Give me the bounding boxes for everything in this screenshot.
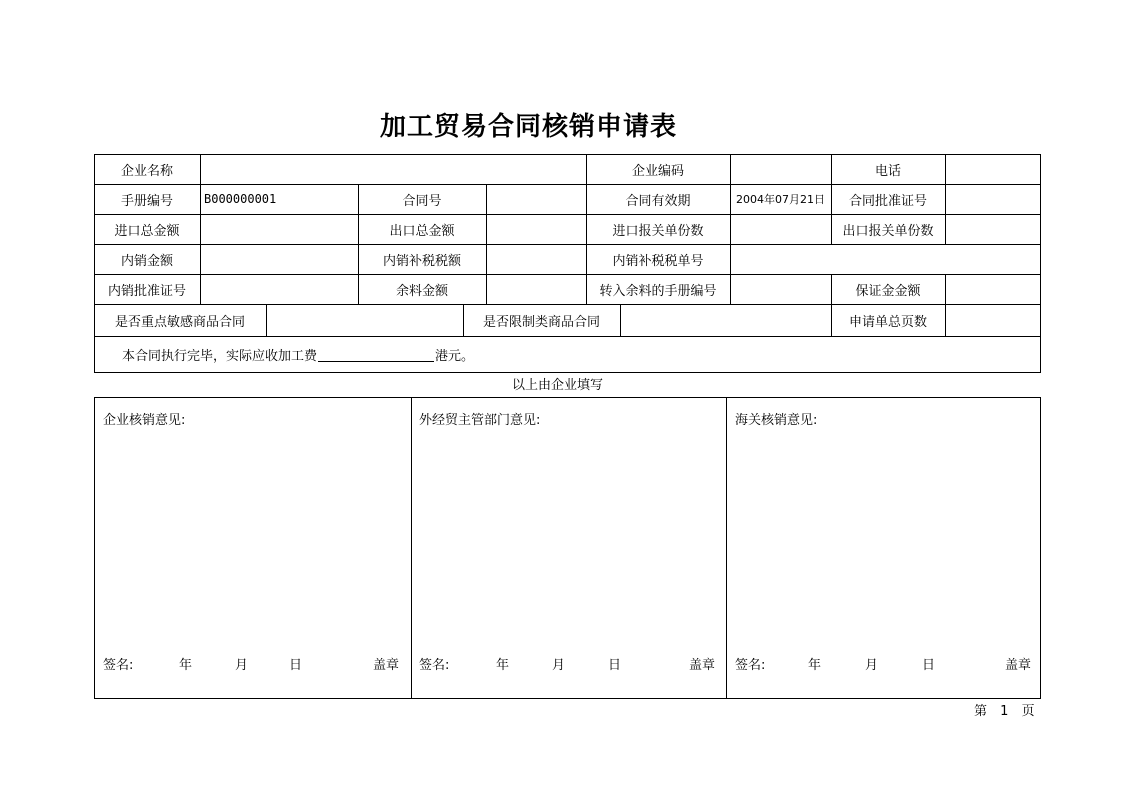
restricted-goods-field[interactable] [620, 304, 831, 336]
trade-dept-seal-label: 盖章 [689, 658, 716, 673]
surplus-manual-field[interactable] [730, 274, 831, 304]
customs-year-label: 年 [808, 658, 822, 673]
domestic-tax-field[interactable] [486, 244, 586, 274]
domestic-tax-label: 内销补税税额 [382, 253, 461, 269]
deposit-label: 保证金金额 [855, 283, 921, 299]
trade-dept-year-label: 年 [496, 658, 510, 673]
trade-dept-sign-label: 签名: [419, 658, 450, 673]
customs-sign-label: 签名: [735, 658, 766, 673]
export-decl-count-label: 出口报关单份数 [842, 223, 934, 239]
trade-dept-month-label: 月 [552, 658, 566, 673]
company-sign-label: 签名: [103, 658, 134, 673]
company-year-label: 年 [179, 658, 193, 673]
validity-label: 合同有效期 [625, 193, 691, 209]
restricted-goods-label: 是否限制类商品合同 [482, 314, 600, 330]
domestic-amount-field[interactable] [200, 244, 358, 274]
total-pages-field[interactable] [945, 304, 1041, 336]
domestic-tax-no-field[interactable] [730, 244, 1041, 274]
customs-opinion-heading: 海关核销意见: [735, 413, 818, 428]
processing-fee-blank[interactable] [318, 347, 434, 362]
domestic-permit-field[interactable] [200, 274, 358, 304]
export-total-field[interactable] [486, 214, 586, 244]
company-code-label: 企业编码 [631, 163, 684, 179]
processing-fee-text-before: 本合同执行完毕，实际应收加工费 [122, 349, 318, 364]
export-total-label: 出口总金额 [389, 223, 455, 239]
contract-no-label: 合同号 [402, 193, 442, 209]
manual-no-label: 手册编号 [120, 193, 173, 209]
surplus-manual-label: 转入余料的手册编号 [599, 283, 717, 299]
company-seal-label: 盖章 [373, 658, 400, 673]
import-total-field[interactable] [200, 214, 358, 244]
manual-no-field[interactable]: B000000001 [204, 192, 277, 206]
import-total-label: 进口总金额 [114, 223, 180, 239]
sensitive-goods-label: 是否重点敏感商品合同 [114, 314, 245, 330]
contract-no-field[interactable] [486, 184, 586, 214]
processing-fee-text-after: 港元。 [435, 349, 475, 364]
customs-day-label: 日 [922, 658, 936, 673]
processing-fee-statement [94, 336, 1022, 373]
deposit-field[interactable] [945, 274, 1041, 304]
approval-no-field[interactable] [945, 184, 1041, 214]
company-opinion-area[interactable] [98, 430, 406, 645]
domestic-permit-label: 内销批准证号 [107, 283, 186, 299]
page-suffix: 页 [1021, 704, 1035, 719]
domestic-tax-no-label: 内销补税税单号 [612, 253, 704, 269]
filled-by-company-note: 以上由企业填写 [512, 378, 604, 393]
form-title: 加工贸易合同核销申请表 [380, 112, 678, 142]
page-number [974, 700, 1035, 719]
customs-opinion-area[interactable] [730, 430, 1036, 645]
total-pages-label: 申请单总页数 [848, 314, 927, 330]
company-month-label: 月 [235, 658, 249, 673]
domestic-amount-label: 内销金额 [120, 253, 173, 269]
surplus-amount-field[interactable] [486, 274, 586, 304]
import-decl-count-label: 进口报关单份数 [612, 223, 704, 239]
customs-month-label: 月 [865, 658, 879, 673]
approval-no-label: 合同批准证号 [848, 193, 927, 209]
phone-field[interactable] [945, 154, 1041, 184]
company-day-label: 日 [289, 658, 303, 673]
phone-label: 电话 [874, 163, 901, 179]
sensitive-goods-field[interactable] [266, 304, 463, 336]
page-prefix: 第 [974, 704, 988, 719]
page-number-value: 1 [1000, 704, 1009, 719]
trade-dept-day-label: 日 [608, 658, 622, 673]
trade-dept-opinion-area[interactable] [415, 430, 721, 645]
company-name-label: 企业名称 [120, 163, 173, 179]
company-name-field[interactable] [200, 154, 586, 184]
company-opinion-heading: 企业核销意见: [103, 413, 186, 428]
trade-dept-opinion-heading: 外经贸主管部门意见: [419, 413, 541, 428]
export-decl-count-field[interactable] [945, 214, 1041, 244]
company-code-field[interactable] [730, 154, 831, 184]
validity-field[interactable]: 2004年07月21日 [736, 193, 825, 206]
import-decl-count-field[interactable] [730, 214, 831, 244]
customs-seal-label: 盖章 [1005, 658, 1032, 673]
surplus-amount-label: 余料金额 [395, 283, 448, 299]
